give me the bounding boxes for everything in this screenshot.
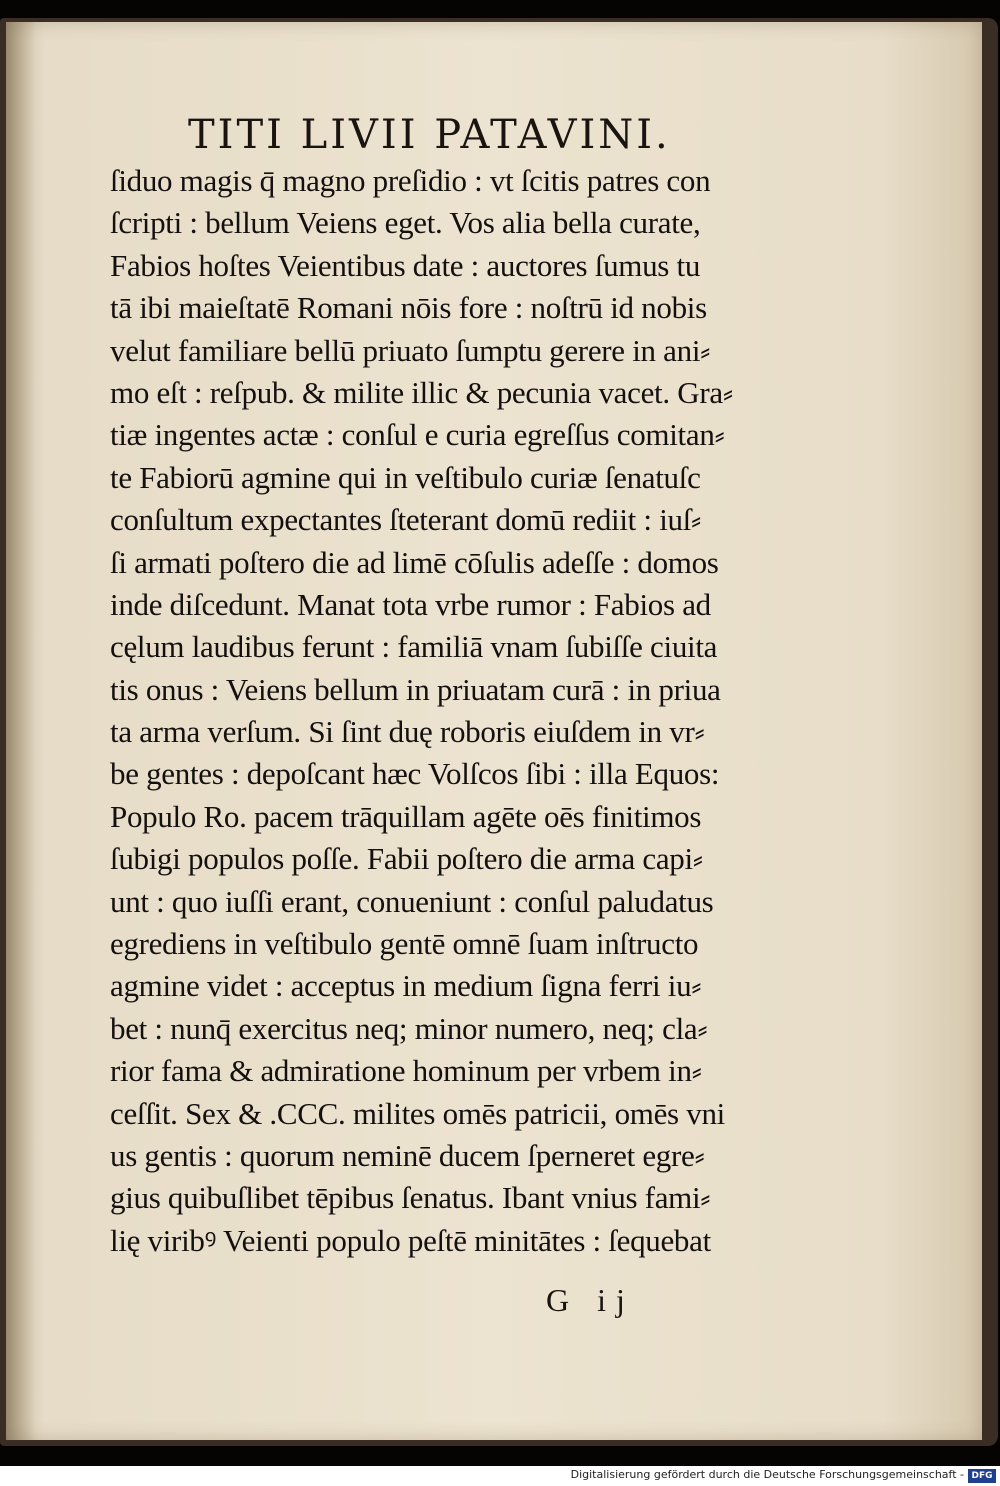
dfg-logo[interactable]: DFG (968, 1469, 996, 1483)
text-line: ceſſit. Sex & .CCC. milites omēs patricii, omēs vni (110, 1095, 725, 1131)
text-line: tis onus : Veiens bellum in priuatam curā : in priua (110, 671, 721, 707)
text-line: egrediens in veſtibulo gentē omnē ſuam inſtructo (110, 926, 699, 962)
text-line: conſultum expectantes ſteterant domū rediit : iuſ⸗ (110, 502, 702, 538)
text-block (110, 160, 750, 1262)
text-line: ſiduo magis q̄ magno preſidio : vt ſcitis patres con (110, 163, 711, 198)
text-line: ſcripti : bellum Veiens eget. Vos alia bella curate, (110, 205, 701, 241)
text-line: be gentes : depoſcant hæc Volſcos ſibi : illa Equos: (110, 756, 720, 792)
text-line: unt : quo iuſſi erant, conueniunt : conſul paludatus (110, 883, 714, 919)
footer-bar (0, 1466, 1000, 1486)
text-line: velut familiare bellū priuato ſumptu gerere in ani⸗ (110, 332, 711, 368)
text-line: ſi armati poſtero die ad limē cōſulis adeſſe : domos (110, 544, 719, 580)
text-line: lię viribꝰ Veienti populo peſtē minitātes : ſequebat (110, 1222, 711, 1258)
text-line: bet : nunq̄ exercitus neq; minor numero, neq; cla⸗ (110, 1010, 708, 1046)
text-line: tā ibi maieſtatē Romani nōis fore : noſtrū id nobis (110, 290, 707, 326)
text-line: inde diſcedunt. Manat tota vrbe rumor : Fabios ad (110, 586, 711, 622)
footer-credit: Digitalisierung gefördert durch die Deutsche Forschungsgemeinschaft - (570, 1468, 964, 1481)
signature-mark: G ij (546, 1282, 635, 1318)
text-line: ſubigi populos poſſe. Fabii poſtero die arma capi⸗ (110, 841, 703, 877)
text-line: tiæ ingentes actæ : conſul e curia egreſſus comitan⸗ (110, 417, 725, 453)
text-line: te Fabiorū agmine qui in veſtibulo curiæ ſenatuſc (110, 459, 701, 495)
text-line: Populo Ro. pacem trāquillam agēte oēs finitimos (110, 798, 702, 834)
text-line: us gentis : quorum neminē ducem ſperneret egre⸗ (110, 1137, 705, 1173)
text-line: gius quibuſlibet tēpibus ſenatus. Ibant vnius fami⸗ (110, 1180, 711, 1216)
text-line: agmine videt : acceptus in medium ſigna ferri iu⸗ (110, 968, 702, 1004)
running-head: TITI LIVII PATAVINI. (188, 112, 671, 158)
text-line: rior fama & admiratione hominum per vrbem in⸗ (110, 1053, 702, 1089)
text-line: ta arma verſum. Si ſint duę roboris eiuſdem in vr⸗ (110, 714, 705, 750)
text-line: Fabios hoſtes Veientibus date : auctores ſumus tu (110, 247, 701, 283)
text-line: mo eſt : reſpub. & milite illic & pecunia vacet. Gra⸗ (110, 374, 733, 410)
spine-shadow (6, 22, 36, 1440)
text-line: cęlum laudibus ferunt : familiā vnam ſubiſſe ciuita (110, 629, 718, 665)
